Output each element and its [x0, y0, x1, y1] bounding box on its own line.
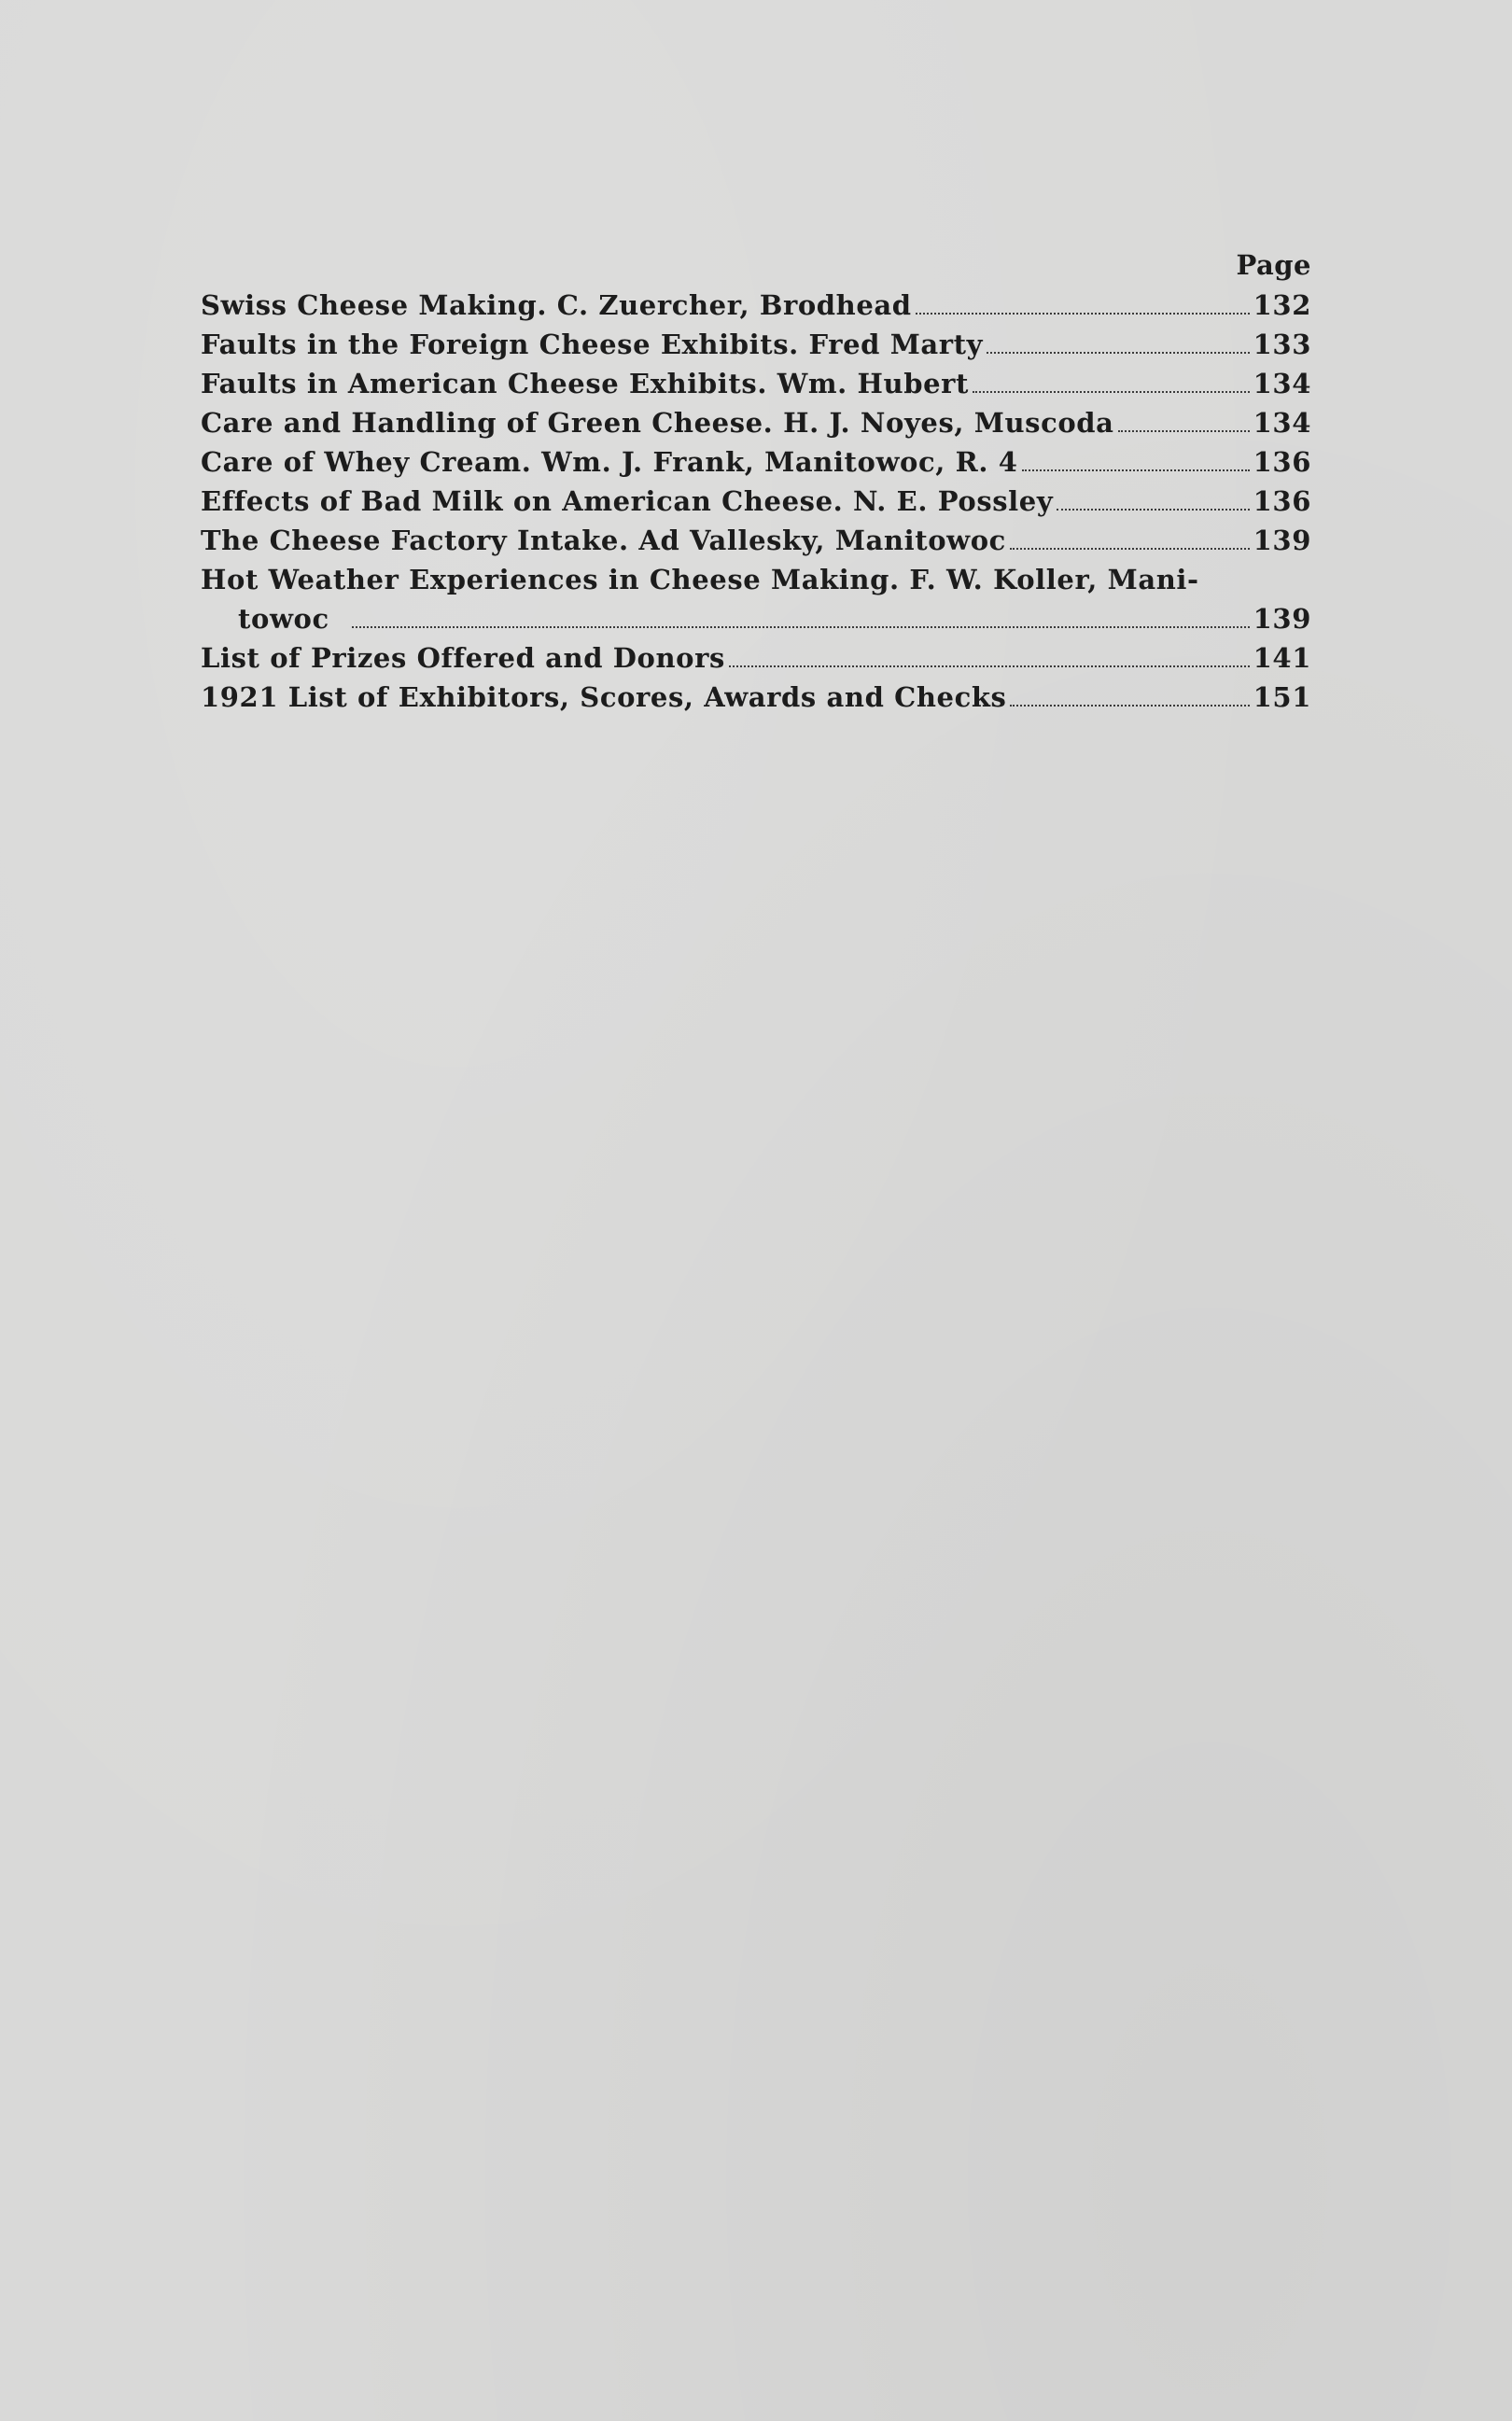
toc-entry-title: Care and Handling of Green Cheese. H. J. Noyes, Muscoda [201, 407, 1114, 439]
toc-entry-title: Hot Weather Experiences in Cheese Making. F. W. Koller, Mani- [201, 564, 1199, 595]
toc-entry-title: Faults in American Cheese Exhibits. Wm. Hubert [201, 368, 970, 399]
dot-leader [987, 352, 1250, 354]
dot-leader [1010, 705, 1249, 707]
toc-entry-page: 141 [1253, 642, 1311, 674]
dot-leader [1118, 430, 1250, 432]
toc-entry-page: 134 [1253, 407, 1311, 439]
toc-entry-title: 1921 List of Exhibitors, Scores, Awards and Checks [201, 681, 1007, 713]
toc-entry-page: 134 [1253, 368, 1311, 399]
page-column-header: Page [1236, 249, 1311, 281]
dot-leader [916, 313, 1250, 315]
toc-entry [201, 286, 1311, 325]
toc-entry [201, 482, 1311, 521]
toc-entry-title: The Cheese Factory Intake. Ad Vallesky, Manitowoc [201, 525, 1006, 556]
toc-entry [201, 678, 1311, 717]
toc-entry-page: 133 [1253, 329, 1311, 360]
dot-leader [1022, 469, 1250, 471]
toc-entry-page: 139 [1253, 525, 1311, 556]
toc-entry-title: Swiss Cheese Making. C. Zuercher, Brodhead [201, 289, 912, 321]
toc-entry [201, 638, 1311, 678]
dot-leader [1057, 509, 1249, 511]
toc-entry-page: 132 [1253, 289, 1311, 321]
dot-leader [729, 665, 1250, 667]
toc-entry [201, 560, 1311, 638]
toc-entry-title-continued: towoc [238, 603, 329, 635]
toc-entry [201, 521, 1311, 560]
toc-entry-page: 136 [1253, 446, 1311, 478]
toc-entry-title: Care of Whey Cream. Wm. J. Frank, Manitowoc, R. 4 [201, 446, 1018, 478]
toc-entry-continuation [201, 599, 1311, 638]
dot-leader [352, 626, 1250, 628]
toc-entry [201, 442, 1311, 482]
toc-entry-title: Faults in the Foreign Cheese Exhibits. Fred Marty [201, 329, 984, 360]
toc-entry [201, 325, 1311, 364]
toc-entry-page: 139 [1253, 603, 1311, 635]
toc-entry-page: 136 [1253, 485, 1311, 517]
toc-entry [201, 364, 1311, 403]
toc-entry-title: List of Prizes Offered and Donors [201, 642, 725, 674]
toc-entry [201, 403, 1311, 442]
toc-entry-title: Effects of Bad Milk on American Cheese. N. E. Possley [201, 485, 1054, 517]
toc-entry-page: 151 [1253, 681, 1311, 713]
dot-leader [973, 391, 1250, 393]
table-of-contents [201, 245, 1311, 717]
dot-leader [1010, 548, 1250, 550]
